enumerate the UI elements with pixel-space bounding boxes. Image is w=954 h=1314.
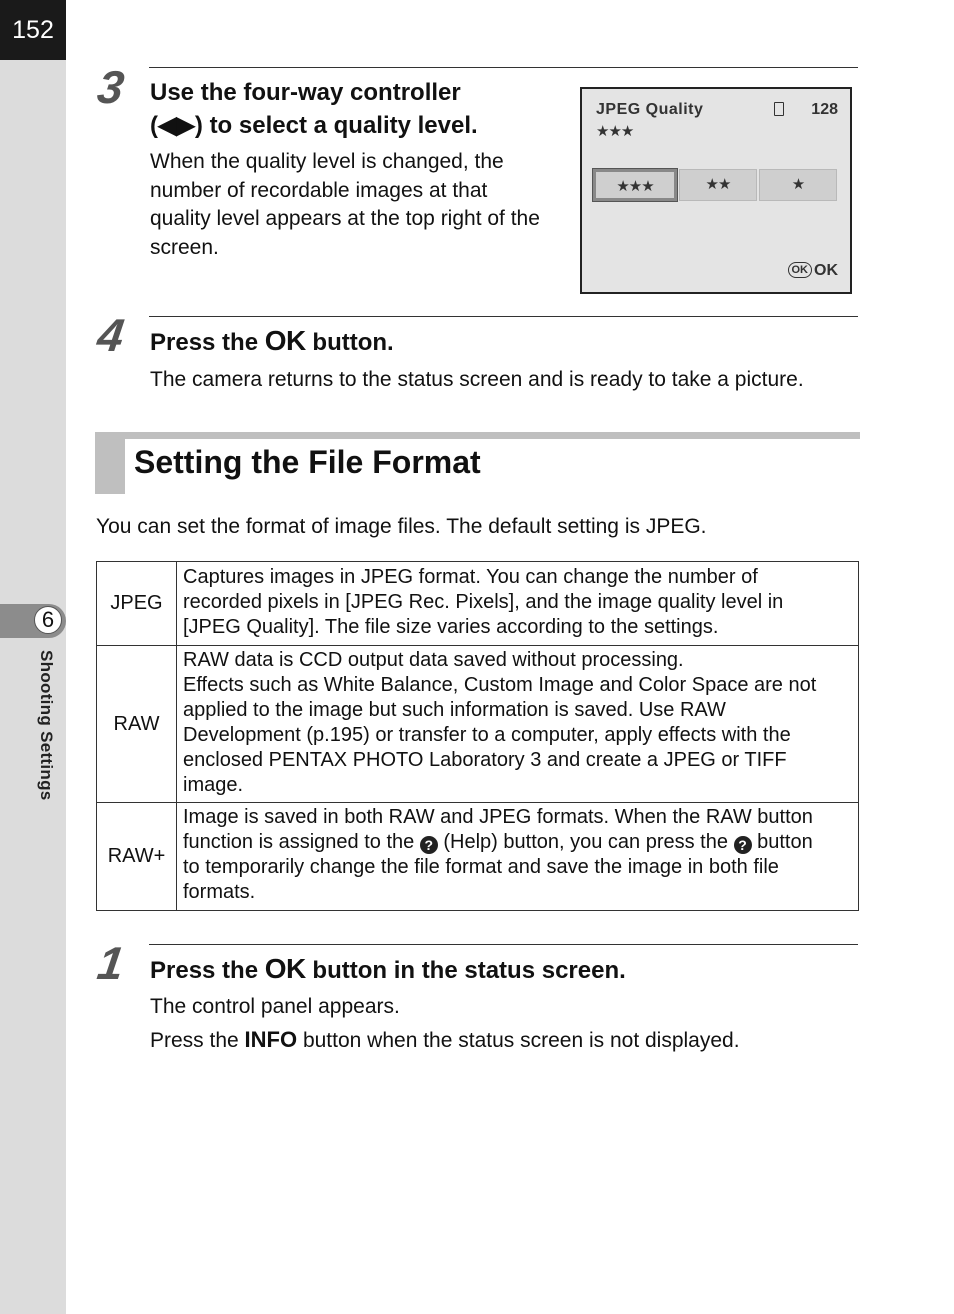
step3-title-line2: (◀▶) to select a quality level. — [150, 112, 478, 139]
format-description — [177, 646, 859, 803]
quality-option-1star[interactable]: ★ — [759, 169, 837, 201]
step4-body: The camera returns to the status screen and is ready to take a picture. — [150, 368, 804, 391]
desc-line: Image is saved in both RAW and JPEG formats. When the RAW button — [183, 806, 813, 828]
step1-title-post: button in the status screen. — [305, 957, 626, 984]
step-divider — [149, 944, 858, 945]
desc-line: [JPEG Quality]. The file size varies according to the settings. — [183, 615, 719, 638]
step1-body2-post: button when the status screen is not displayed. — [297, 1029, 740, 1052]
section-intro: You can set the format of image files. The default setting is JPEG. — [96, 515, 707, 538]
lcd-ok-label: OK — [814, 262, 838, 279]
help-button-icon: ? — [734, 836, 752, 854]
memory-card-icon — [774, 102, 784, 116]
step3-body-line: When the quality level is changed, the — [150, 150, 504, 173]
info-button-label: INFO — [244, 1027, 298, 1052]
desc-line: recorded pixels in [JPEG Rec. Pixels], and the image quality level in — [183, 590, 784, 613]
step1-body2-pre: Press the — [150, 1029, 245, 1052]
desc-line: enclosed PENTAX PHOTO Laboratory 3 and create a JPEG or TIFF — [183, 748, 787, 771]
step4-title-pre: Press the — [150, 329, 265, 356]
desc-line: to temporarily change the file format and save the image in both file — [183, 856, 779, 878]
format-name: RAW — [97, 646, 177, 803]
ok-button-glyph: OK — [264, 953, 306, 984]
desc-line — [183, 830, 852, 855]
side-margin — [0, 0, 66, 1314]
step3-body-line: screen. — [150, 235, 219, 259]
lcd-ok-hint — [788, 262, 839, 280]
chapter-number: 6 — [34, 606, 62, 634]
desc-line: formats. — [183, 881, 256, 903]
page-number: 152 — [0, 0, 66, 60]
step3-body-line: number of recordable images at that — [150, 178, 488, 202]
format-description — [177, 803, 859, 911]
step-divider — [149, 67, 858, 68]
table-row — [97, 803, 859, 911]
format-name: JPEG — [97, 562, 177, 646]
file-format-table — [96, 561, 859, 911]
lcd-title: JPEG Quality — [596, 101, 704, 118]
quality-option-2star[interactable]: ★★ — [679, 169, 757, 201]
step-divider — [149, 316, 858, 317]
step-number-3: 3 — [94, 61, 128, 113]
ok-button-glyph: OK — [264, 325, 306, 356]
step-number-1: 1 — [94, 937, 128, 989]
section-title: Setting the File Format — [134, 444, 481, 480]
step1-title-pre: Press the — [150, 957, 265, 984]
step3-title — [150, 76, 478, 142]
step1-body2 — [150, 1026, 740, 1056]
desc-line: image. — [183, 773, 244, 796]
desc-line: Captures images in JPEG format. You can change the number of — [183, 565, 758, 588]
chapter-title: Shooting Settings — [37, 650, 56, 801]
help-button-icon: ? — [420, 836, 438, 854]
step3-title-line1: Use the four-way controller — [150, 79, 461, 106]
format-name: RAW+ — [97, 803, 177, 911]
desc-line: RAW data is CCD output data saved without processing. — [183, 648, 684, 671]
format-description — [177, 562, 859, 646]
section-header-bar — [95, 432, 860, 439]
lcd-current-quality: ★★★ — [596, 123, 634, 140]
step3-body — [150, 148, 540, 262]
section-header-block — [95, 432, 125, 494]
lcd-image-count: 128 — [811, 101, 838, 118]
lcd-quality-options — [593, 169, 837, 201]
ok-button-icon: OK — [788, 262, 813, 278]
step1-title — [150, 952, 626, 987]
table-row — [97, 646, 859, 803]
camera-lcd-screen — [580, 87, 852, 294]
step4-title-post: button. — [305, 329, 394, 356]
quality-option-3star[interactable]: ★★★ — [593, 169, 677, 201]
table-row — [97, 562, 859, 646]
desc-text: (Help) button, you can press the — [437, 831, 734, 853]
desc-line: applied to the image but such information is saved. Use RAW — [183, 698, 726, 721]
step4-title — [150, 324, 394, 359]
step-number-4: 4 — [94, 309, 128, 361]
step3-body-line: quality level appears at the top right of the — [150, 207, 540, 230]
desc-text: button — [751, 831, 813, 853]
desc-text: function is assigned to the — [183, 831, 420, 853]
desc-line: Development (p.195) or transfer to a computer, apply effects with the — [183, 723, 791, 746]
desc-line: Effects such as White Balance, Custom Image and Color Space are not — [183, 673, 817, 696]
step1-body1: The control panel appears. — [150, 995, 400, 1018]
